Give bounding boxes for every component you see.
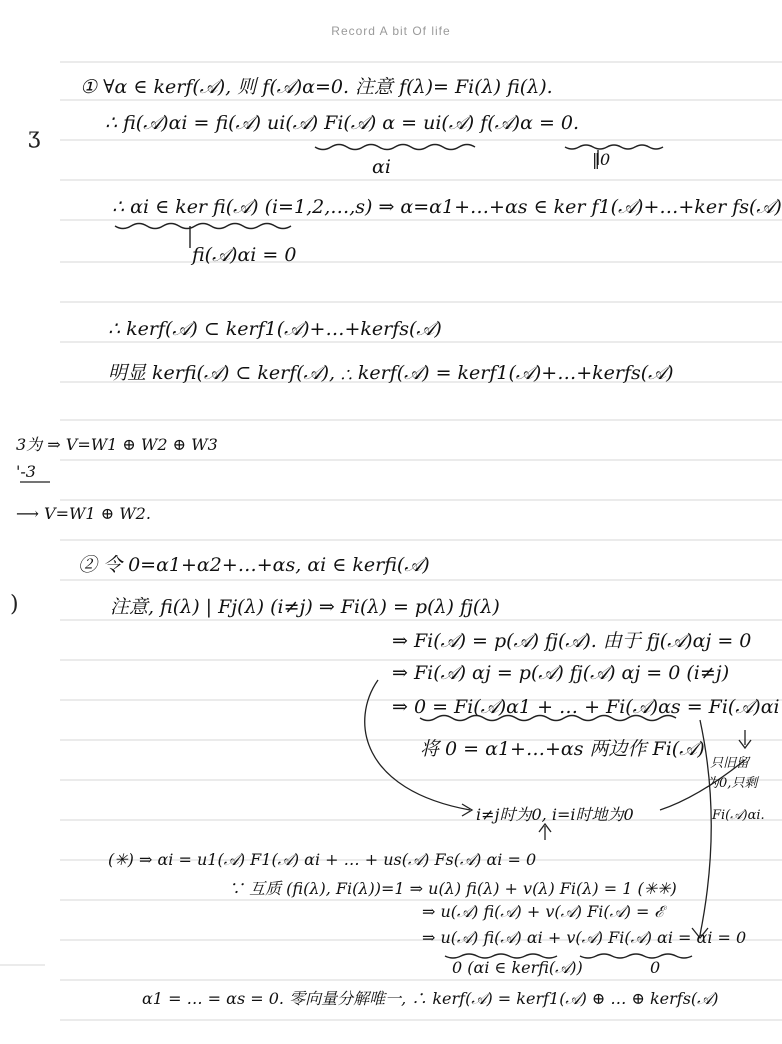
note-line: ⇒ Fi(𝒜) = p(𝒜) fj(𝒜). 由于 fj(𝒜)αj = 0 [392, 630, 752, 652]
side-note: '-3 [16, 462, 36, 481]
note-line: ⇒ u(𝒜) fi(𝒜) + v(𝒜) Fi(𝒜) = ℰ [422, 902, 664, 921]
margin-note: 为0,只剩 [706, 776, 758, 791]
margin-note: Fi(𝒜)αi. [712, 808, 765, 823]
note-line: 0 (αi ∈ kerfi(𝒜)) [452, 958, 583, 977]
note-line: ∴ αi ∈ ker fi(𝒜) (i=1,2,…,s) ⇒ α=α1+…+αs ∈ ker f1(𝒜)+…+ker fs(𝒜) [112, 196, 782, 218]
margin-note: 只旧留 [710, 756, 750, 771]
note-line: 明显 kerfi(𝒜) ⊂ kerf(𝒜), ∴ kerf(𝒜) = kerf1(𝒜)+…+kerfs(𝒜) [108, 362, 674, 384]
page-header: Record A bit Of life [331, 24, 451, 38]
note-line: fi(𝒜)αi = 0 [192, 244, 297, 266]
margin-bracket-mark: ʒ [28, 124, 41, 149]
note-line: ∴ kerf(𝒜) ⊂ kerf1(𝒜)+…+kerfs(𝒜) [108, 318, 442, 340]
note-line: ⇒ u(𝒜) fi(𝒜) αi + v(𝒜) Fi(𝒜) αi = αi = 0 [422, 928, 747, 947]
note-line: αi [372, 156, 391, 178]
side-note: 3为 ⇒ V=W1 ⊕ W2 ⊕ W3 [16, 435, 218, 454]
side-note: ⟶ V=W1 ⊕ W2. [16, 504, 151, 523]
note-line: ① ∀α ∈ kerf(𝒜), 则 f(𝒜)α=0. 注意 f(λ)= Fi(λ) fi(λ). [80, 76, 553, 98]
note-line: α1 = … = αs = 0. 零向量分解唯一, ∴ kerf(𝒜) = kerf1(𝒜) ⊕ … ⊕ kerfs(𝒜) [142, 989, 719, 1008]
note-line: 将 0 = α1+…+αs 两边作 Fi(𝒜) [420, 738, 705, 760]
note-line: ② 令 0=α1+α2+…+αs, αi ∈ kerfi(𝒜) [78, 554, 430, 576]
note-line: ⇒ Fi(𝒜) αj = p(𝒜) fj(𝒜) αj = 0 (i≠j) [392, 662, 730, 684]
note-line: i≠j时为0, i=i时地为0 [476, 805, 634, 824]
note-line: ∵ 互质 (fi(λ), Fi(λ))=1 ⇒ u(λ) fi(λ) + v(λ) Fi(λ) = 1 (✳✳) [228, 879, 677, 898]
note-line: ∴ fi(𝒜)αi = fi(𝒜) ui(𝒜) Fi(𝒜) α = ui(𝒜) f(𝒜)α = 0. [105, 112, 580, 134]
margin-bracket-mark: ) [10, 592, 19, 617]
note-line: ‖0 [592, 150, 611, 169]
note-line: ⇒ 0 = Fi(𝒜)α1 + … + Fi(𝒜)αs = Fi(𝒜)αi [392, 696, 780, 718]
note-line: (✳) ⇒ αi = u1(𝒜) F1(𝒜) αi + … + us(𝒜) Fs(𝒜) αi = 0 [108, 850, 537, 869]
note-line: 0 [650, 958, 661, 977]
note-line: 注意, fi(λ) | Fj(λ) (i≠j) ⇒ Fi(λ) = p(λ) fj(λ) [110, 596, 500, 618]
